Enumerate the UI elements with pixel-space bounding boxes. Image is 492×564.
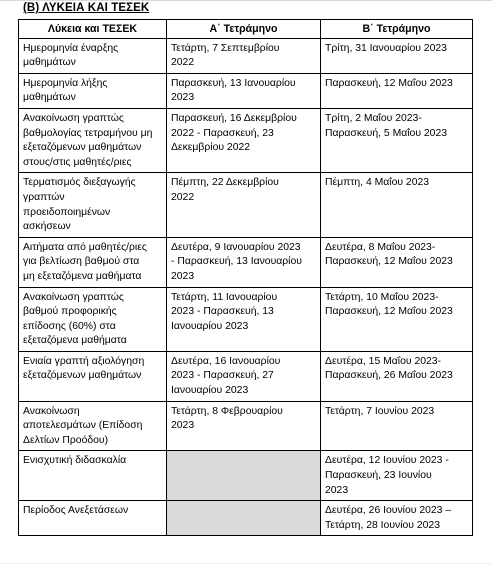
- term-b-cell: [321, 287, 473, 351]
- term-b-cell: [321, 73, 473, 108]
- cell-text-line: εξεταζόμενων μαθημάτων: [23, 142, 142, 154]
- cell-text-line: Ανακοίνωση: [23, 405, 80, 417]
- event-cell: [19, 237, 167, 287]
- cell-text-line: Περίοδος Ανεξετάσεων: [23, 505, 129, 517]
- cell-text-line: Ιανουαρίου 2023: [171, 320, 249, 332]
- column-header-event: Λύκεια και ΤΕΣΕΚ: [19, 20, 167, 39]
- event-cell: [19, 173, 167, 237]
- cell-text-line: γραπτών: [23, 191, 65, 203]
- section-heading: (Β) ΛΥΚΕΙΑ ΚΑΙ ΤΕΣΕΚ: [23, 2, 150, 14]
- cell-text-line: βαθμού προφορικής: [23, 306, 117, 318]
- cell-text-line: Παρασκευή, 16 Δεκεμβρίου: [171, 112, 297, 124]
- cell-text-line: 2023 - Παρασκευή, 27: [171, 370, 274, 382]
- cell-text-line: επίδοσης (60%) στα: [23, 320, 116, 332]
- term-b-cell: [321, 501, 473, 536]
- cell-text-line: Τετάρτη, 8 Φεβρουαρίου: [171, 405, 283, 417]
- term-a-cell: [167, 287, 321, 351]
- table-row: [19, 351, 473, 401]
- event-cell: [19, 108, 167, 172]
- cell-text-line: ασκήσεων: [23, 221, 71, 233]
- table-row: [19, 173, 473, 237]
- cell-text-line: Τρίτη, 2 Μαΐου 2023-: [325, 112, 422, 124]
- top-rule: [0, 0, 492, 1]
- cell-text-line: προειδοποιημένων: [23, 206, 111, 218]
- term-a-cell: [167, 108, 321, 172]
- cell-text-line: Τετάρτη, 7 Σεπτεμβρίου: [171, 42, 280, 54]
- table-row: [19, 401, 473, 451]
- cell-text-line: Παρασκευή, 23 Ιουνίου: [325, 470, 432, 482]
- cell-text-line: Τετάρτη, 10 Μαΐου 2023-: [325, 291, 439, 303]
- term-b-cell: [321, 108, 473, 172]
- term-a-cell: [167, 451, 321, 501]
- cell-text-line: Δευτέρα, 12 Ιουνίου 2023 -: [325, 455, 449, 467]
- cell-text-line: βαθμολογίας τετραμήνου μη: [23, 127, 153, 139]
- cell-text-line: Αιτήματα από μαθητές/ριες: [23, 241, 147, 253]
- cell-text-line: Ιανουαρίου 2023: [171, 385, 249, 397]
- cell-text-line: Πέμπτη, 22 Δεκεμβρίου: [171, 177, 279, 189]
- schedule-body: [19, 38, 473, 536]
- cell-text-line: 2022: [171, 57, 195, 69]
- table-row: [19, 38, 473, 73]
- cell-text-line: 2023: [325, 484, 349, 496]
- cell-text-line: Πέμπτη, 4 Μαΐου 2023: [325, 177, 430, 189]
- cell-text-line: μαθημάτων: [23, 57, 76, 69]
- cell-text-line: Ανακοίνωση γραπτώς: [23, 291, 124, 303]
- header-row: [19, 20, 473, 39]
- cell-text-line: - Παρασκευή, 13 Ιανουαρίου: [171, 256, 302, 268]
- event-cell: [19, 451, 167, 501]
- cell-text-line: 2023: [171, 92, 195, 104]
- term-b-cell: [321, 237, 473, 287]
- cell-text-line: Παρασκευή, 13 Ιανουαρίου: [171, 77, 296, 89]
- cell-text-line: Τερματισμός διεξαγωγής: [23, 177, 136, 189]
- event-cell: [19, 401, 167, 451]
- cell-text-line: Παρασκευή, 5 Μαΐου 2023: [325, 127, 448, 139]
- cell-text-line: αποτελεσμάτων (Επίδοση: [23, 420, 143, 432]
- cell-text-line: Ημερομηνία λήξης: [23, 77, 108, 89]
- cell-text-line: στους/στις μαθητές/ριες: [23, 156, 132, 168]
- table-row: [19, 501, 473, 536]
- table-row: [19, 237, 473, 287]
- event-cell: [19, 287, 167, 351]
- cell-text-line: εξεταζόμενων μαθημάτων: [23, 370, 142, 382]
- term-a-cell: [167, 38, 321, 73]
- cell-text-line: για βελτίωση βαθμού στα: [23, 256, 140, 268]
- cell-text-line: μη εξεταζόμενα μαθήματα: [23, 270, 142, 282]
- term-b-cell: [321, 38, 473, 73]
- cell-text-line: Δευτέρα, 8 Μαΐου 2023-: [325, 241, 436, 253]
- term-a-cell: [167, 401, 321, 451]
- table-row: [19, 451, 473, 501]
- column-header-term-a: Α΄ Τετράμηνο: [167, 20, 321, 39]
- table-row: [19, 108, 473, 172]
- table-row: [19, 287, 473, 351]
- cell-text-line: Ενισχυτική διδασκαλία: [23, 455, 127, 467]
- cell-text-line: μαθημάτων: [23, 92, 76, 104]
- cell-text-line: 2022: [171, 191, 195, 203]
- term-a-cell: [167, 173, 321, 237]
- term-b-cell: [321, 451, 473, 501]
- cell-text-line: Παρασκευή, 26 Μαΐου 2023: [325, 370, 453, 382]
- cell-text-line: 2023: [171, 270, 195, 282]
- event-cell: [19, 38, 167, 73]
- cell-text-line: Τρίτη, 31 Ιανουαρίου 2023: [325, 42, 447, 54]
- cell-text-line: εξεταζόμενα μαθήματα: [23, 335, 127, 347]
- cell-text-line: Ημερομηνία έναρξης: [23, 42, 119, 54]
- cell-text-line: Παρασκευή, 12 Μαΐου 2023: [325, 256, 453, 268]
- cell-text-line: 2022 - Παρασκευή, 23: [171, 127, 274, 139]
- cell-text-line: Δευτέρα, 26 Ιουνίου 2023 –: [325, 505, 452, 517]
- event-cell: [19, 501, 167, 536]
- cell-text-line: Τετάρτη, 7 Ιουνίου 2023: [325, 405, 435, 417]
- term-b-cell: [321, 351, 473, 401]
- cell-text-line: Δεκεμβρίου 2022: [171, 142, 251, 154]
- cell-text-line: Δελτίων Προόδου): [23, 434, 109, 446]
- term-a-cell: [167, 351, 321, 401]
- column-header-term-b: Β΄ Τετράμηνο: [321, 20, 473, 39]
- cell-text-line: 2023: [171, 420, 195, 432]
- cell-text-line: Δευτέρα, 15 Μαΐου 2023-: [325, 355, 442, 367]
- cell-text-line: Παρασκευή, 12 Μαΐου 2023: [325, 306, 453, 318]
- cell-text-line: Τετάρτη, 28 Ιουνίου 2023: [325, 519, 440, 531]
- cell-text-line: Ενιαία γραπτή αξιολόγηση: [23, 355, 145, 367]
- term-a-cell: [167, 501, 321, 536]
- table-row: [19, 73, 473, 108]
- cell-text-line: Δευτέρα, 16 Ιανουαρίου: [171, 355, 281, 367]
- term-a-cell: [167, 237, 321, 287]
- schedule-table: [18, 19, 473, 536]
- event-cell: [19, 73, 167, 108]
- cell-text-line: Τετάρτη, 11 Ιανουαρίου: [171, 291, 278, 303]
- term-b-cell: [321, 401, 473, 451]
- cell-text-line: 2023 - Παρασκευή, 13: [171, 306, 274, 318]
- term-b-cell: [321, 173, 473, 237]
- event-cell: [19, 351, 167, 401]
- term-a-cell: [167, 73, 321, 108]
- cell-text-line: Δευτέρα, 9 Ιανουαρίου 2023: [171, 241, 301, 253]
- cell-text-line: Ανακοίνωση γραπτώς: [23, 112, 124, 124]
- cell-text-line: Παρασκευή, 12 Μαΐου 2023: [325, 77, 453, 89]
